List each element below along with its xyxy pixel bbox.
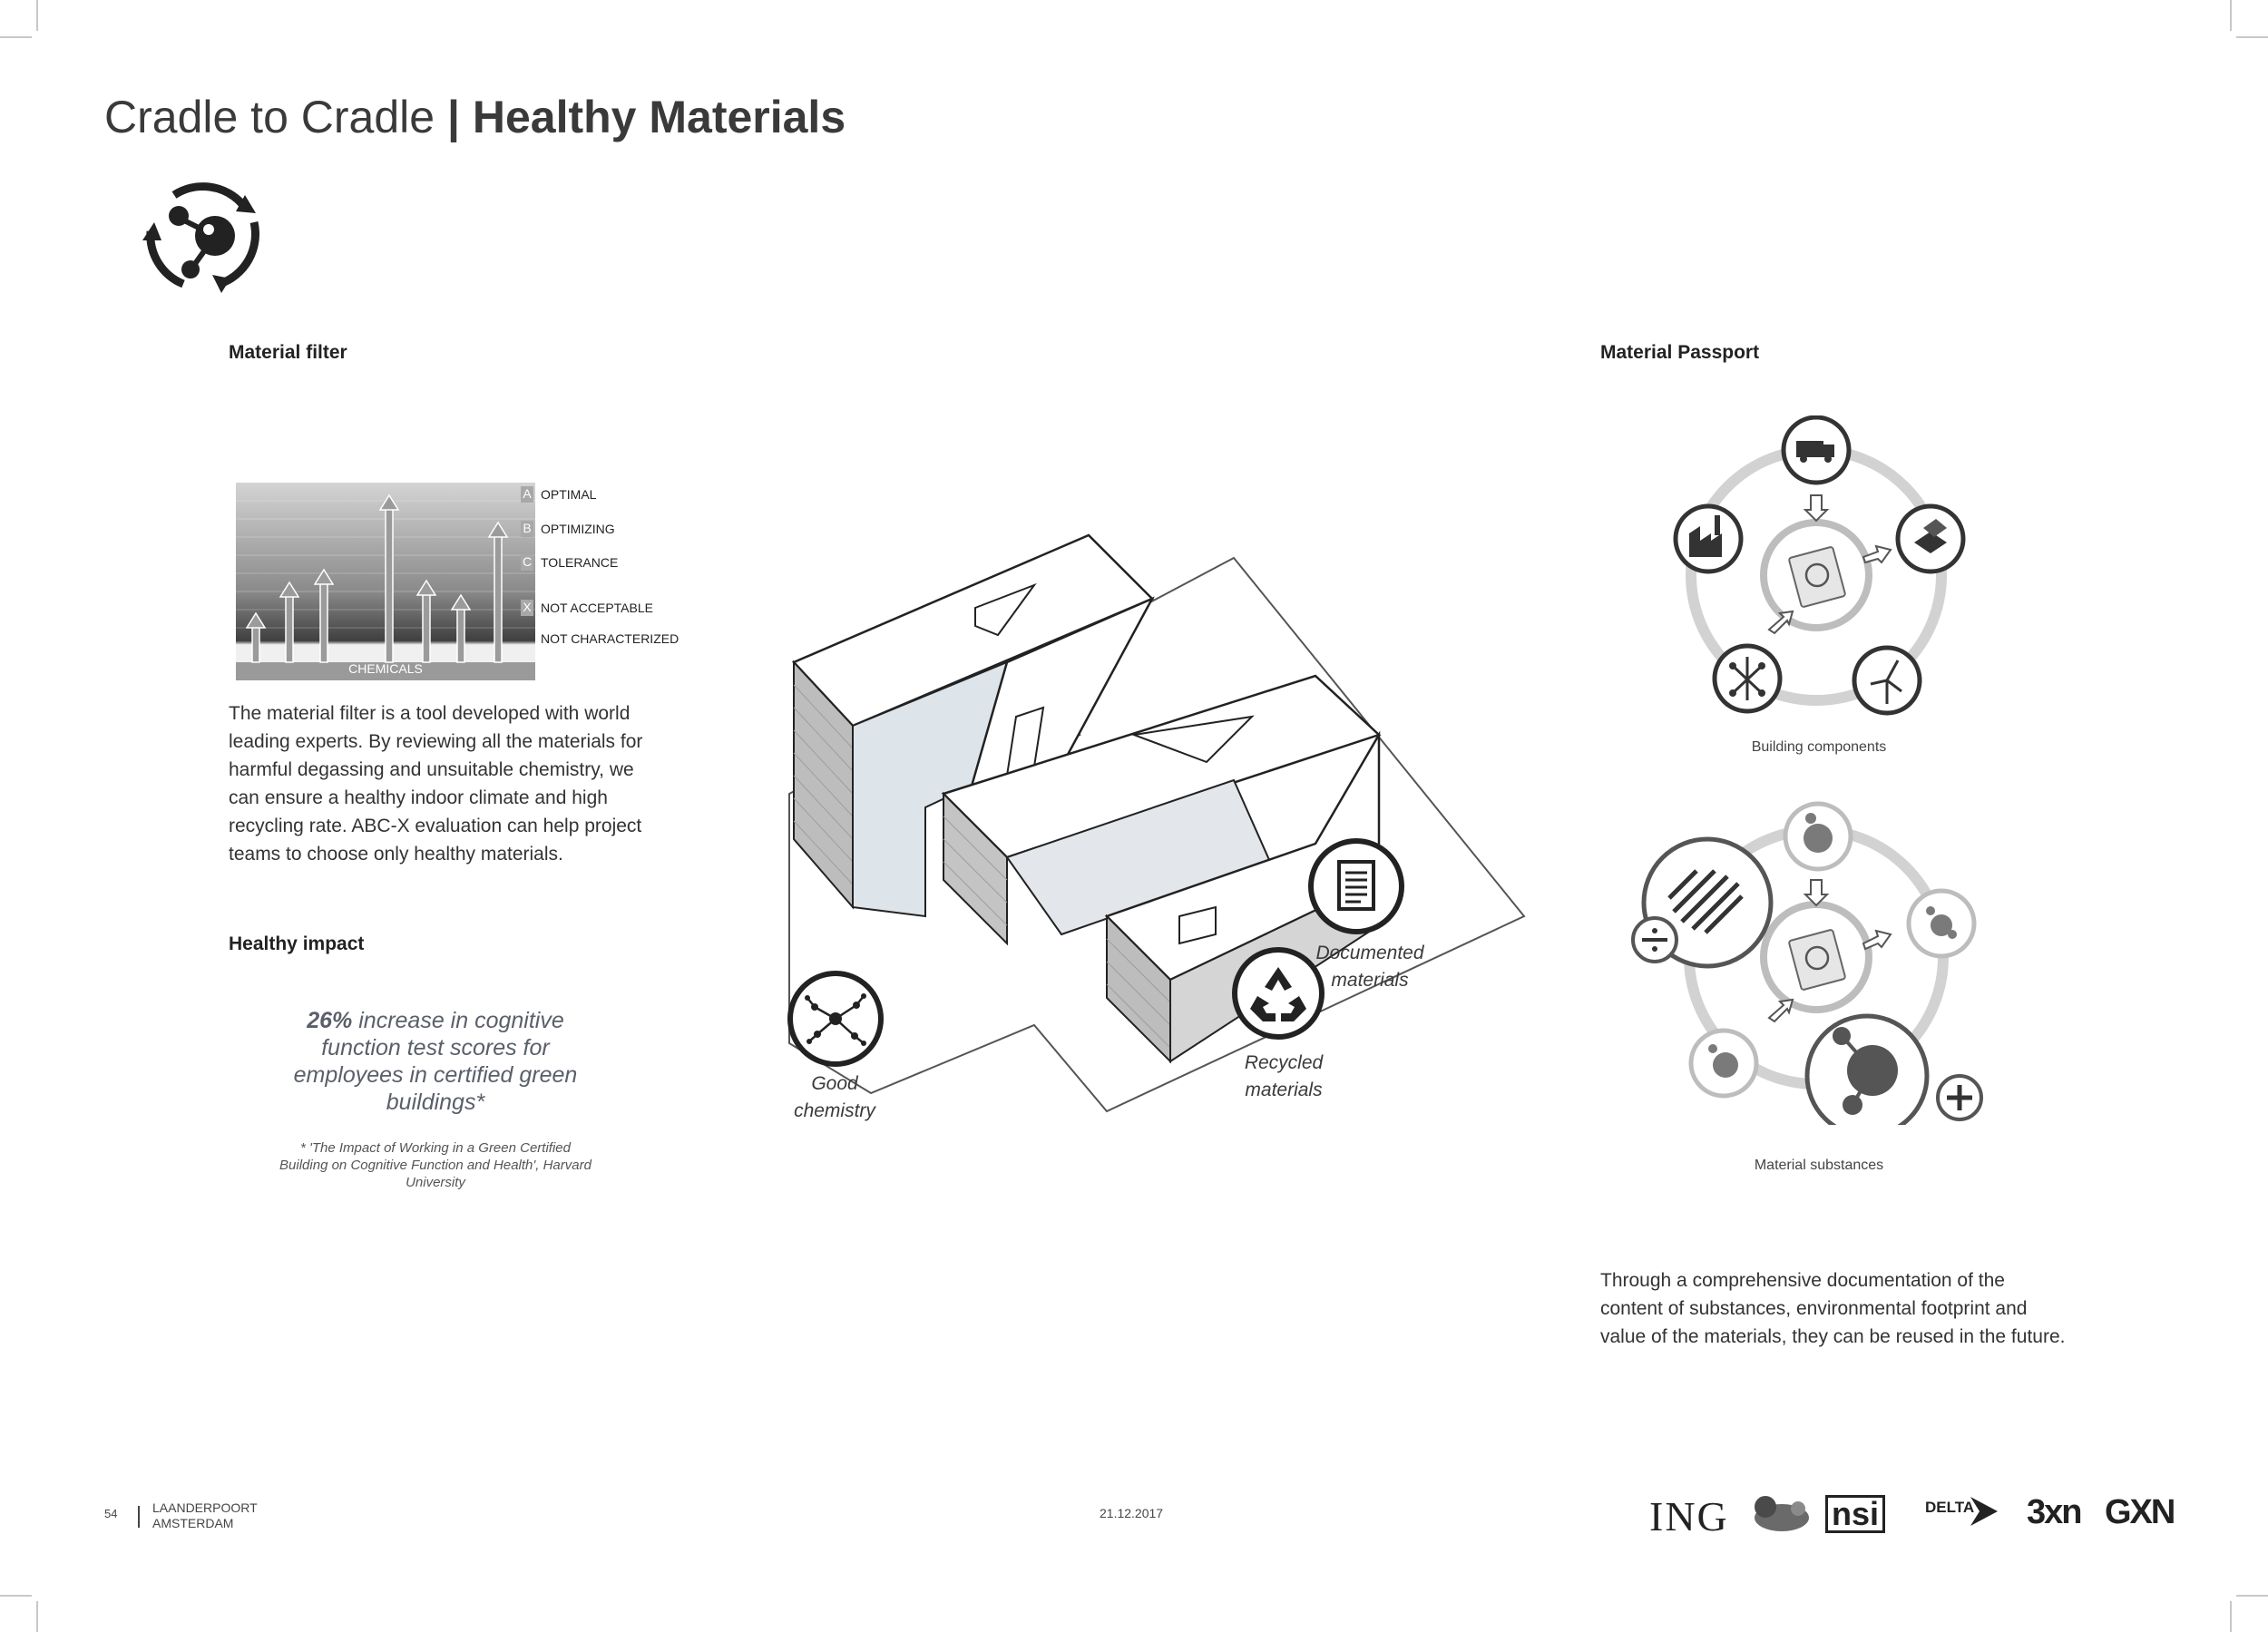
project-name-line1: LAANDERPOORT <box>152 1500 258 1515</box>
gxn-logo: GXN <box>2105 1493 2175 1531</box>
crop-mark <box>0 1595 32 1597</box>
crop-mark <box>36 0 38 31</box>
molecule-icon <box>786 969 885 1069</box>
level-label-optimizing: OPTIMIZING <box>541 522 615 536</box>
delta-logo: DELTA <box>1925 1499 1975 1516</box>
title-light: Cradle to Cradle <box>104 92 435 142</box>
level-label-not-characterized: NOT CHARACTERIZED <box>541 631 679 646</box>
crop-mark <box>2236 36 2268 38</box>
material-passport-heading: Material Passport <box>1600 342 1760 363</box>
building-components-caption: Building components <box>1751 739 1887 755</box>
material-filter-heading: Material filter <box>229 342 347 363</box>
level-letter-b: B <box>521 521 533 537</box>
lion-logo-icon <box>1751 1492 1813 1534</box>
page-number: 54 <box>104 1507 118 1520</box>
footer-date: 21.12.2017 <box>1100 1506 1164 1520</box>
nsi-logo: nsi <box>1825 1495 1885 1533</box>
level-letter-c: C <box>522 554 533 569</box>
impact-quote-text: increase in cognitive function test scores for employees in certified green buildings* <box>293 1008 578 1115</box>
recycle-icon <box>1230 945 1326 1041</box>
molecule-cycle-icon <box>138 177 265 295</box>
impact-quote <box>290 1007 581 1116</box>
recycled-materials-label: Recycled materials <box>1244 1052 1324 1100</box>
level-label-tolerance: TOLERANCE <box>541 555 619 570</box>
document-icon <box>1306 836 1406 936</box>
crop-mark <box>2230 1601 2232 1632</box>
plus-icon <box>1938 1076 1981 1119</box>
level-letter-x: X <box>521 600 533 616</box>
level-label-optimal: OPTIMAL <box>541 487 597 502</box>
material-filter-paragraph: The material filter is a tool developed with world leading experts. By reviewing all the materials for harmful degassing and unsuitable chemistry, we can ensure a healthy indoor climate and high recycling rate. ABC-X evaluation can help project teams to choose only healthy materials. <box>229 703 643 865</box>
healthy-impact-heading: Healthy impact <box>229 933 365 954</box>
impact-stat: 26% <box>307 1008 353 1033</box>
documented-materials-label: Documented materials <box>1315 943 1424 991</box>
project-name <box>152 1500 258 1531</box>
title-bold: | Healthy Materials <box>446 92 846 142</box>
crop-mark <box>2236 1595 2268 1597</box>
delta-mark-icon <box>1969 1495 1999 1528</box>
crop-mark <box>36 1601 38 1632</box>
chemicals-axis-label: CHEMICALS <box>348 661 423 676</box>
crop-mark <box>2230 0 2232 31</box>
building-components-diagram <box>1660 415 1978 724</box>
good-chemistry-label: Good chemistry <box>794 1073 875 1121</box>
material-substances-diagram <box>1624 798 1987 1125</box>
material-substances-caption: Material substances <box>1754 1158 1884 1173</box>
material-passport-paragraph: Through a comprehensive documentation of the content of substances, environmental footprint and value of the materials, they can be reused in the future. <box>1600 1270 2066 1347</box>
3xn-logo: 3xn <box>2027 1493 2081 1531</box>
ing-logo: ING <box>1649 1493 1729 1539</box>
abc-x-chart <box>236 483 540 680</box>
footer-divider <box>138 1506 140 1528</box>
crop-mark <box>0 36 32 38</box>
impact-footnote: * 'The Impact of Working in a Green Certified Building on Cognitive Function and Health', Harvard University <box>279 1140 591 1190</box>
project-name-line2: AMSTERDAM <box>152 1516 234 1530</box>
level-letter-a: A <box>521 486 533 503</box>
level-label-not-acceptable: NOT ACCEPTABLE <box>541 601 653 615</box>
page-title <box>104 91 846 143</box>
